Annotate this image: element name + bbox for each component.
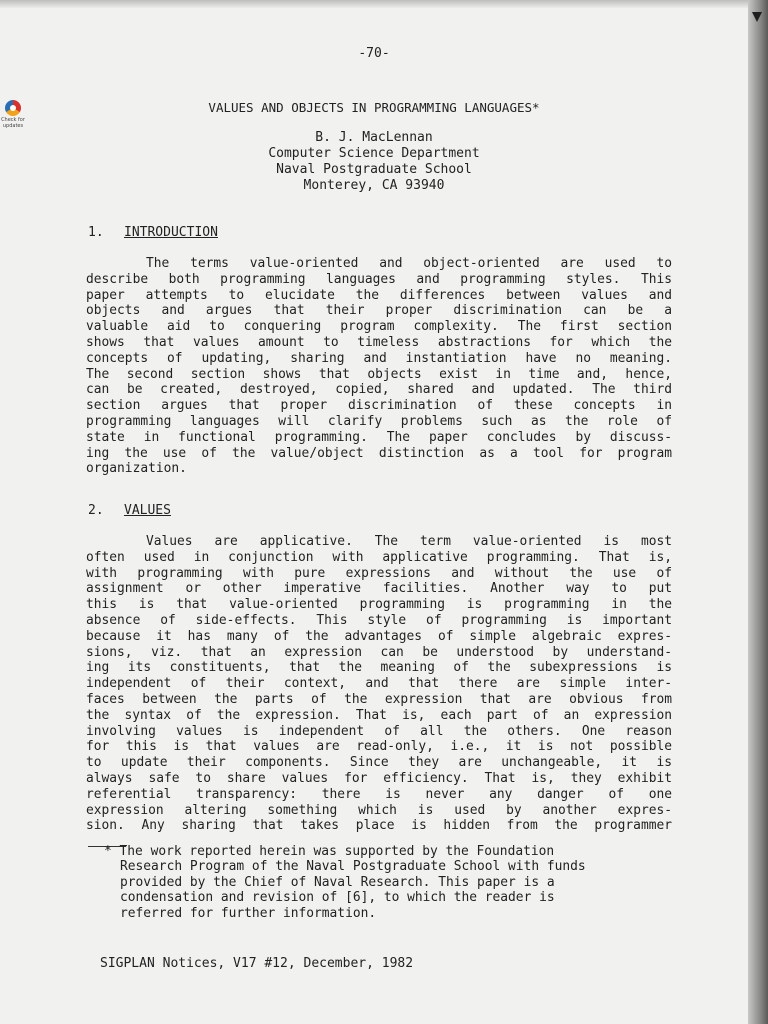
text-line: paper attempts to elucidate the differences between values and (86, 287, 672, 303)
section-1-title: INTRODUCTION (124, 225, 218, 240)
text-line: often used in conjunction with applicative programming. That is, (86, 549, 672, 565)
text-line: referential transparency: there is never any danger of one (86, 786, 672, 802)
journal-footer: SIGPLAN Notices, V17 #12, December, 1982 (100, 956, 414, 971)
text-line: Values are applicative. The term value-oriented is most (146, 534, 672, 549)
section-2-heading (88, 503, 171, 519)
scan-right-edge (748, 0, 768, 1024)
section-1-body (86, 256, 672, 477)
footnote-line: * The work reported herein was supported by the Foundation (104, 844, 555, 859)
text-line: this is that value-oriented programming is programming in the (86, 597, 672, 613)
text-line: sions, viz. that an expression can be understood by understand- (86, 644, 672, 660)
text-line: the syntax of the expression. That is, each part of an expression (86, 707, 672, 723)
badge-label: Check for updates (1, 117, 25, 129)
text-line: objects and argues that their proper discrimination can be a (86, 303, 672, 319)
footnote-line: condensation and revision of [6], to which the reader is (120, 890, 555, 906)
text-line: sion. Any sharing that takes place is hidden from the programmer (86, 818, 672, 834)
author-block (0, 130, 748, 194)
text-line: organization. (86, 461, 187, 477)
edge-marker-icon (752, 12, 762, 22)
footnote-line: Research Program of the Naval Postgraduate School with funds (120, 859, 586, 875)
author-department: Computer Science Department (268, 146, 480, 161)
text-line: with programming with pure expressions and without the use of (86, 565, 672, 581)
text-line: programming languages will clarify problems such as the role of (86, 413, 672, 429)
text-line: valuable aid to conquering program complexity. The first section (86, 319, 672, 335)
text-line: concepts of updating, sharing and instantiation have no meaning. (86, 350, 672, 366)
text-line: independent of their context, and that there are simple inter- (86, 676, 672, 692)
text-line: section argues that proper discrimination of these concepts in (86, 398, 672, 414)
text-line: state in functional programming. The paper concludes by discuss- (86, 429, 672, 445)
text-line: assignment or other imperative facilities. Another way to put (86, 581, 672, 597)
section-1-number: 1. (88, 225, 104, 240)
text-line: describe both programming languages and programming styles. This (86, 271, 672, 287)
text-line: ing the use of the value/object distinction as a tool for program (86, 445, 672, 461)
author-name: B. J. MacLennan (315, 130, 433, 145)
text-line: shows that values amount to timeless abstractions for which the (86, 334, 672, 350)
section-2-body (86, 534, 672, 834)
section-2-title: VALUES (124, 503, 171, 518)
paper-title: VALUES AND OBJECTS IN PROGRAMMING LANGUAGES* (208, 100, 540, 115)
text-line: absence of side-effects. This style of programming is important (86, 612, 672, 628)
footnote-line: provided by the Chief of Naval Research. This paper is a (120, 874, 555, 890)
footnote (104, 844, 644, 921)
author-institution: Naval Postgraduate School (276, 162, 472, 177)
text-line: ing its constituents, that the meaning of the subexpressions is (86, 660, 672, 676)
footnote-line: referred for further information. (120, 905, 377, 921)
text-line: to update their components. Since they are unchangeable, it is (86, 755, 672, 771)
text-line: expression altering something which is used by another expres- (86, 802, 672, 818)
text-line: always safe to share values for efficiency. That is, they exhibit (86, 770, 672, 786)
author-location: Monterey, CA 93940 (303, 178, 445, 193)
text-line: because it has many of the advantages of simple algebraic expres- (86, 628, 672, 644)
section-2-number: 2. (88, 503, 104, 518)
text-line: The second section shows that objects exist in time and, hence, (86, 366, 672, 382)
section-1-heading (88, 225, 218, 241)
text-line: faces between the parts of the expression that are obvious from (86, 691, 672, 707)
paper-sheet (0, 6, 748, 1024)
text-line: involving values is independent of all the others. One reason (86, 723, 672, 739)
scan-top-shadow (0, 0, 768, 8)
text-line: for this is that values are read-only, i.e., it is not possible (86, 739, 672, 755)
text-line: can be created, destroyed, copied, shared and updated. The third (86, 382, 672, 398)
page-number: -70- (358, 46, 390, 61)
text-line: The terms value-oriented and object-oriented are used to (146, 256, 672, 271)
